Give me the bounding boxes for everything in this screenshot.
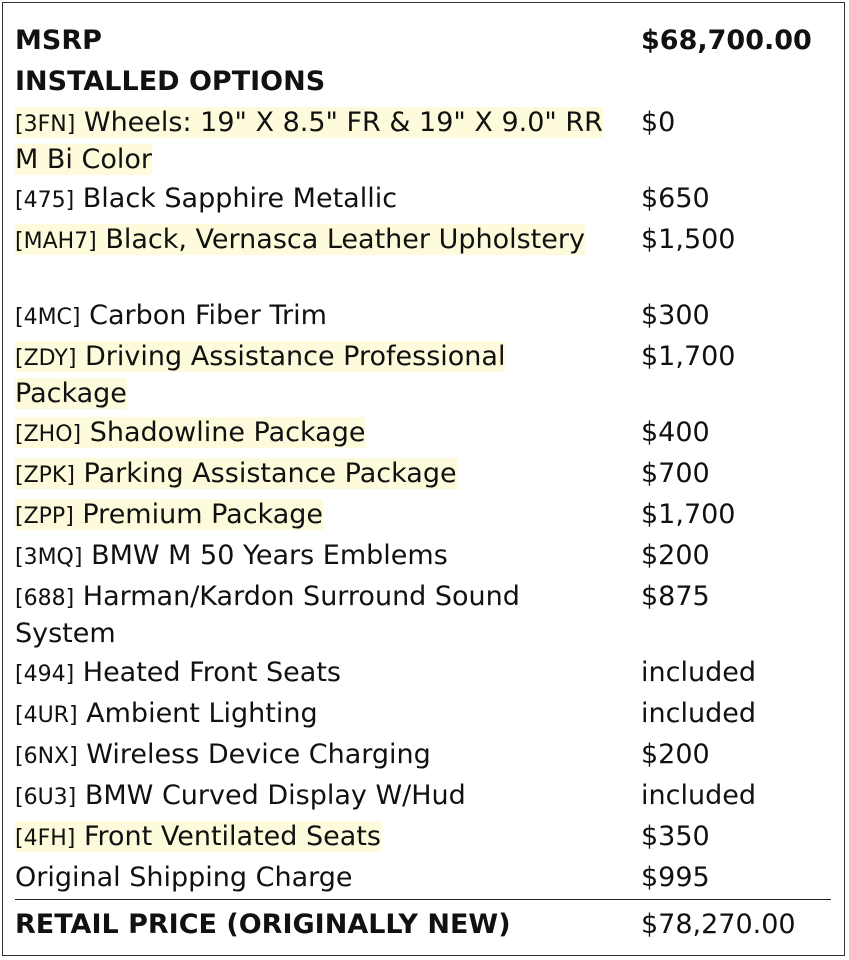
option-code: [688] — [15, 586, 75, 611]
option-code: [6NX] — [15, 744, 78, 769]
option-code: [MAH7] — [15, 229, 97, 254]
option-code: [475] — [15, 188, 75, 213]
option-highlight — [15, 458, 457, 489]
option-description — [15, 778, 625, 815]
option-description — [15, 105, 625, 177]
option-code: [3FN] — [15, 112, 76, 137]
option-price: $200 — [641, 739, 710, 770]
option-description — [15, 655, 625, 692]
option-code: [ZPP] — [15, 504, 74, 529]
option-description — [15, 339, 625, 411]
option-code: [ZPK] — [15, 463, 75, 488]
option-name: Wireless Device Charging — [86, 739, 431, 770]
option-price: $1,700 — [641, 341, 736, 372]
option-highlight — [15, 107, 603, 175]
option-name: Driving Assistance Professional Package — [15, 341, 506, 409]
option-price: $200 — [641, 540, 710, 571]
option-highlight — [15, 821, 381, 852]
option-price: $300 — [641, 300, 710, 331]
option-name: Harman/Kardon Surround Sound System — [15, 581, 520, 649]
option-highlight — [15, 224, 585, 255]
option-highlight — [15, 499, 323, 530]
shipping-price: $995 — [641, 862, 710, 893]
option-price: $700 — [641, 458, 710, 489]
option-code: [3MQ] — [15, 545, 83, 570]
shipping-label: Original Shipping Charge — [15, 862, 353, 893]
option-highlight — [15, 341, 505, 409]
msrp-value: $68,700.00 — [641, 25, 812, 56]
option-price: included — [641, 780, 756, 811]
option-price: $1,500 — [641, 224, 736, 255]
option-description — [15, 456, 625, 493]
option-description — [15, 298, 625, 335]
option-code: [4FH] — [15, 826, 76, 851]
installed-options-heading: INSTALLED OPTIONS — [15, 66, 326, 97]
option-description — [15, 696, 625, 733]
option-description — [15, 737, 625, 774]
option-description — [15, 181, 625, 218]
option-description — [15, 538, 625, 575]
option-price: included — [641, 657, 756, 688]
option-code: [ZDY] — [15, 346, 77, 371]
total-price: $78,270.00 — [641, 909, 796, 940]
option-name: BMW Curved Display W/Hud — [84, 780, 466, 811]
option-name: Black Sapphire Metallic — [82, 183, 398, 214]
option-name: BMW M 50 Years Emblems — [91, 540, 448, 571]
option-name: Wheels: 19" X 8.5" FR & 19" X 9.0" RR M Bi Color — [15, 107, 603, 175]
option-code: [494] — [15, 662, 75, 687]
option-price: $400 — [641, 417, 710, 448]
option-name: Front Ventilated Seats — [83, 821, 381, 852]
option-code: [6U3] — [15, 785, 77, 810]
option-code: [ZHO] — [15, 422, 82, 447]
option-name: Black, Vernasca Leather Upholstery — [105, 224, 585, 255]
option-price: included — [641, 698, 756, 729]
option-name: Shadowline Package — [89, 417, 366, 448]
total-divider — [15, 899, 831, 900]
option-description — [15, 222, 625, 259]
option-description — [15, 497, 625, 534]
option-name: Premium Package — [82, 499, 324, 530]
option-price: $875 — [641, 581, 710, 612]
option-price: $1,700 — [641, 499, 736, 530]
option-highlight — [15, 417, 365, 448]
msrp-label: MSRP — [15, 25, 102, 56]
option-name: Heated Front Seats — [82, 657, 341, 688]
option-price: $650 — [641, 183, 710, 214]
option-price: $0 — [641, 107, 676, 138]
option-name: Parking Assistance Package — [83, 458, 457, 489]
option-description — [15, 415, 625, 452]
option-name: Ambient Lighting — [86, 698, 318, 729]
option-price: $350 — [641, 821, 710, 852]
option-code: [4MC] — [15, 305, 81, 330]
option-name: Carbon Fiber Trim — [89, 300, 327, 331]
window-sticker-panel — [2, 2, 845, 956]
option-code: [4UR] — [15, 703, 78, 728]
total-label: RETAIL PRICE (ORIGINALLY NEW) — [15, 909, 511, 940]
option-description — [15, 819, 625, 856]
option-description — [15, 579, 625, 651]
